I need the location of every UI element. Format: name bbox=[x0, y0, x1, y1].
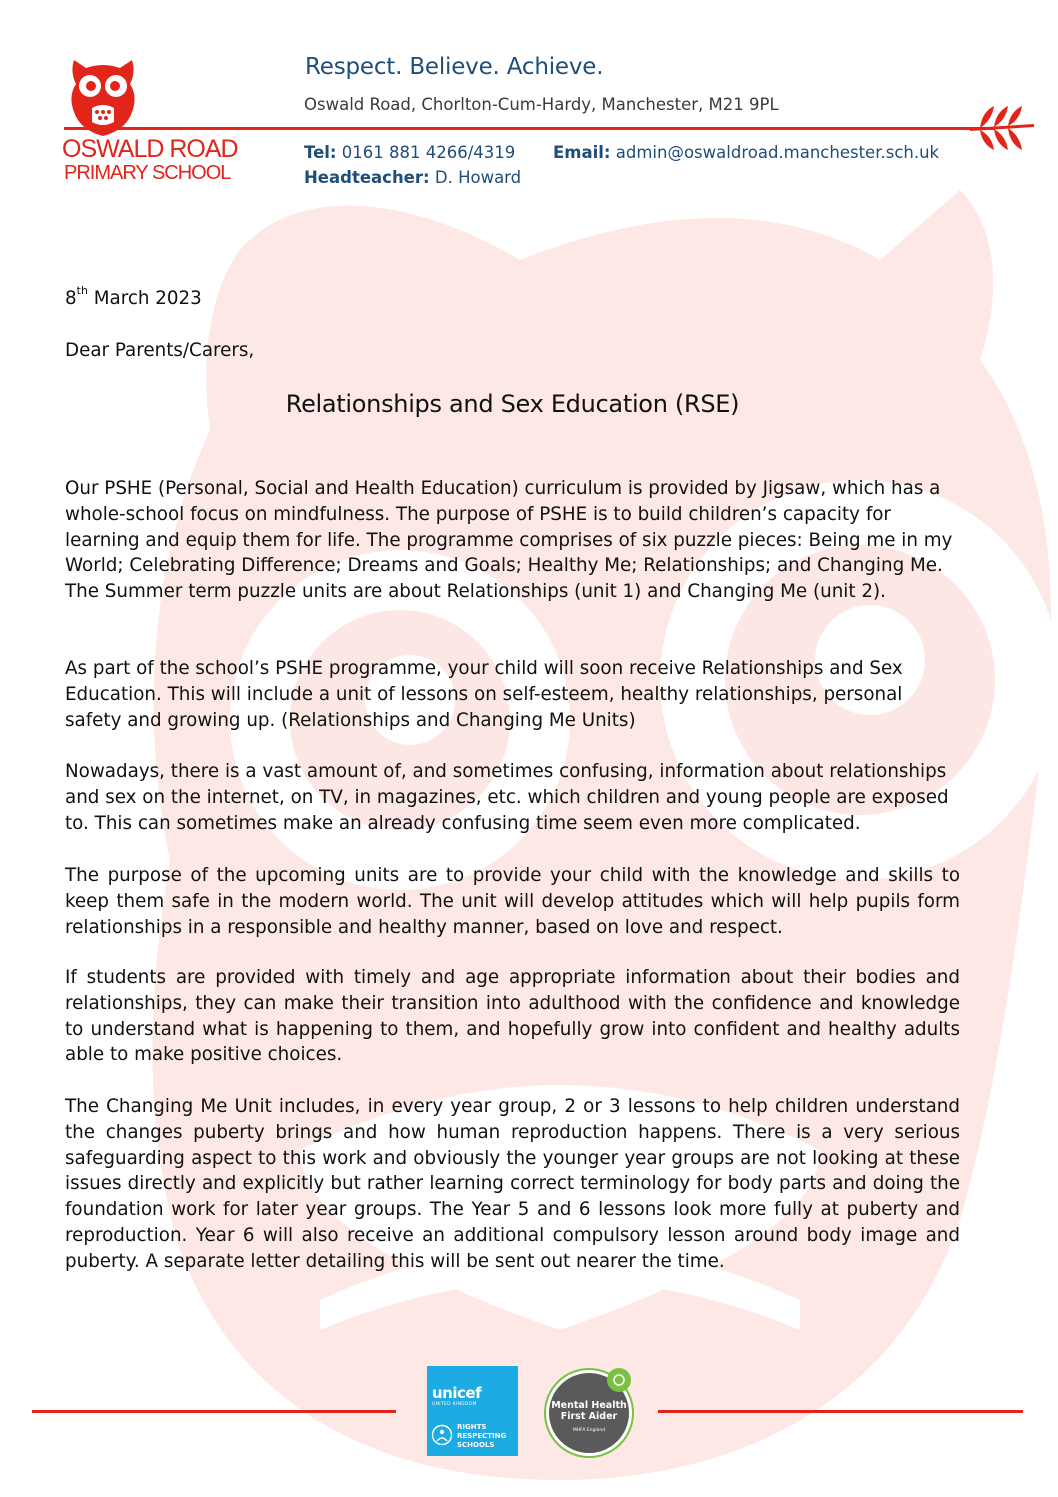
headteacher-label: Headteacher: bbox=[304, 168, 430, 187]
leaf-branch-icon bbox=[968, 100, 1034, 152]
school-name-line2: PRIMARY SCHOOL bbox=[64, 162, 231, 184]
school-name-line1: OSWALD ROAD bbox=[62, 135, 238, 163]
paragraph-4: The purpose of the upcoming units are to provide your child with the knowledge and skills to keep them safe in the modern world. The unit will develop attitudes which will help pupils form relationships in a responsible and healthy manner, based on love and respect. bbox=[65, 865, 960, 938]
headteacher-value: D. Howard bbox=[434, 168, 522, 187]
mhfa-line2: First Aider bbox=[560, 1411, 618, 1422]
letter-title: Relationships and Sex Education (RSE) bbox=[285, 390, 740, 418]
unicef-globe-icon bbox=[431, 1424, 453, 1446]
letterhead bbox=[0, 0, 1058, 200]
mhfa-sub: MHFA England bbox=[572, 1428, 606, 1433]
footer-divider-right bbox=[658, 1410, 1023, 1413]
header-divider bbox=[64, 127, 994, 130]
date-day: 8 bbox=[65, 288, 77, 309]
tel-label: Tel: bbox=[304, 143, 337, 162]
unicef-name: unicef bbox=[432, 1384, 482, 1402]
mhfa-line1: Mental Health bbox=[551, 1400, 627, 1411]
paragraph-3: Nowadays, there is a vast amount of, and sometimes confusing, information about relationships and sex on the internet, on TV, in magazines, etc. which children and young people are exposed to. This can sometimes make an already confusing time seem even more complicated. bbox=[65, 761, 949, 834]
unicef-line3: SCHOOLS bbox=[457, 1441, 495, 1449]
email bbox=[553, 143, 939, 162]
unicef-rrs-text bbox=[457, 1423, 506, 1450]
paragraph-1: Our PSHE (Personal, Social and Health Education) curriculum is provided by Jigsaw, which has a whole-school focus on mindfulness. The purpose of PSHE is to build children’s capacity for learning and equip them for life. The programme comprises of six puzzle pieces: Being me in my World; Celebrating Difference; Dreams and Goals; Healthy Me; Relationships; and Changing Me. The Summer term puzzle units are about Relationships (unit 1) and Changing Me (unit 2). bbox=[65, 478, 953, 603]
unicef-line1: RIGHTS bbox=[457, 1423, 487, 1431]
unicef-line2: RESPECTING bbox=[457, 1432, 507, 1440]
email-value[interactable]: admin@oswaldroad.manchester.sch.uk bbox=[615, 143, 940, 162]
letter-date bbox=[65, 286, 202, 312]
paragraph-6: The Changing Me Unit includes, in every year group, 2 or 3 lessons to help children understand the changes puberty brings and how human reproduction happens. There is a very serious safeguarding aspect to this work and obviously the younger year groups are not looking at these issues directly and explicitly but rather learning correct terminology for body parts and doing the foundation work for later year groups. The Year 5 and 6 lessons look more fully at puberty and reproduction. Year 6 will also receive an additional compulsory lesson around body image and puberty. A separate letter detailing this will be sent out nearer the time. bbox=[65, 1096, 960, 1272]
unicef-country: UNITED KINGDOM bbox=[432, 1402, 477, 1407]
school-logo bbox=[62, 56, 262, 191]
footer-divider-left bbox=[32, 1410, 396, 1413]
date-rest: March 2023 bbox=[87, 288, 202, 309]
paragraph-2: As part of the school’s PSHE programme, your child will soon receive Relationships and Sex Education. This will include a unit of lessons on self-esteem, healthy relationships, personal safety and growing up. (Relationships and Changing Me Units) bbox=[65, 658, 903, 731]
paragraph-5: If students are provided with timely and age appropriate information about their bodies and relationships, they can make their transition into adulthood with the confidence and knowledge to understand what is happening to them, and hopefully grow into confident and healthy adults able to make positive choices. bbox=[65, 967, 960, 1066]
mhfa-title bbox=[543, 1400, 635, 1422]
mental-health-first-aider-badge bbox=[543, 1366, 635, 1458]
school-name bbox=[62, 136, 272, 184]
salutation: Dear Parents/Carers, bbox=[65, 340, 255, 361]
tel-value[interactable]: 0161 881 4266/4319 bbox=[341, 143, 516, 162]
date-suffix: th bbox=[76, 284, 88, 297]
school-address: Oswald Road, Chorlton-Cum-Hardy, Manchester, M21 9PL bbox=[304, 95, 779, 114]
headteacher bbox=[304, 168, 521, 187]
owl-logo-icon bbox=[66, 56, 140, 138]
unicef-rights-respecting-badge bbox=[427, 1366, 518, 1456]
school-motto: Respect. Believe. Achieve. bbox=[305, 54, 604, 80]
email-label: Email: bbox=[553, 143, 611, 162]
telephone bbox=[304, 143, 515, 162]
